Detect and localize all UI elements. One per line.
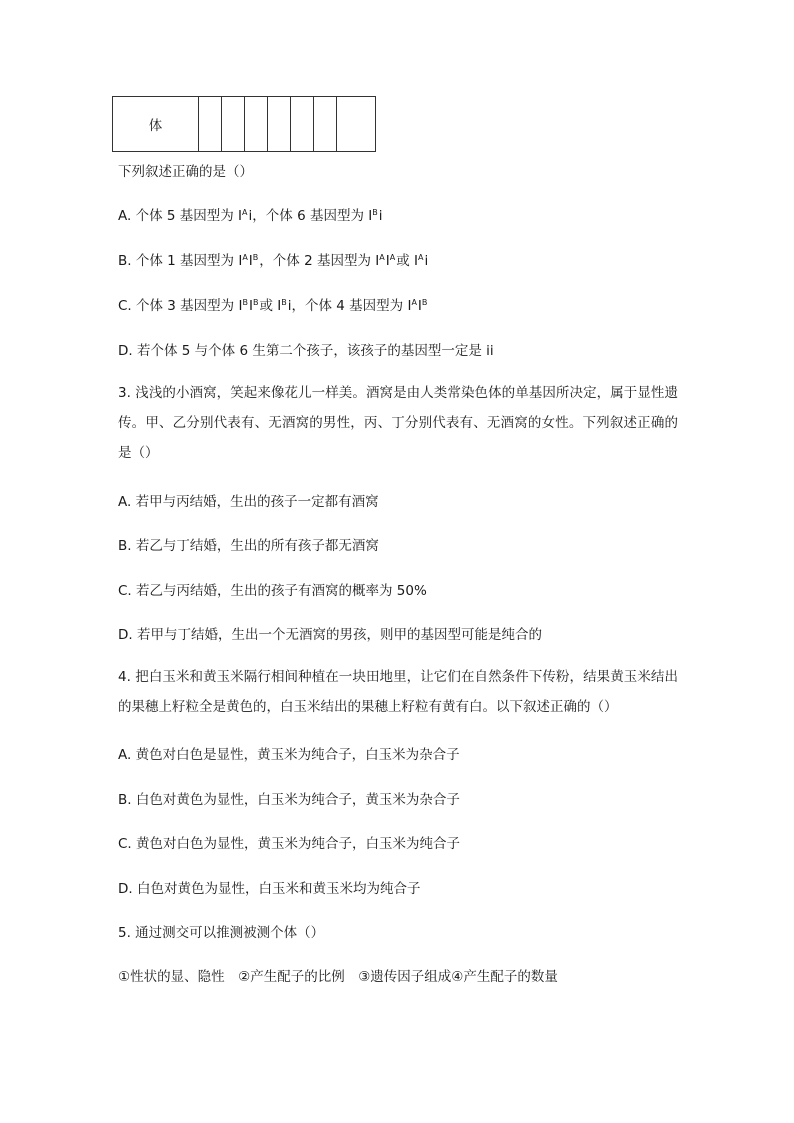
- q4-stem: 4. 把白玉米和黄玉米隔行相间种植在一块田地里，让它们在自然条件下传粉，结果黄玉米结出的果穗上籽粒全是黄色的，白玉米结出的果穗上籽粒有黄有白。以下叙述正确的（）: [118, 669, 678, 715]
- table-cell: [199, 97, 222, 152]
- q4-option-d: D. 白色对黄色为显性，白玉米和黄玉米均为纯合子: [118, 881, 421, 897]
- q4-option-c: C. 黄色对白色为显性，黄玉米为纯合子，白玉米为纯合子: [118, 836, 461, 852]
- table-cell: [291, 97, 314, 152]
- q3-option-c: C. 若乙与丙结婚，生出的孩子有酒窝的概率为 50%: [118, 583, 427, 599]
- q2-option-a: A. 个体 5 基因型为 $I^Ai$，个体 6 基因型为 $I^Bi$: [118, 208, 383, 224]
- q5-items: ①性状的显、隐性 ②产生配子的比例 ③遗传因子组成④产生配子的数量: [118, 969, 558, 985]
- q4-option-a: A. 黄色对白色是显性，黄玉米为纯合子，白玉米为杂合子: [118, 747, 460, 763]
- table-cell: [314, 97, 337, 152]
- q5-stem: 5. 通过测交可以推测被测个体（）: [118, 925, 325, 941]
- table-header-cell: 体: [113, 97, 199, 152]
- data-table: [112, 96, 376, 152]
- q3-option-d: D. 若甲与丁结婚，生出一个无酒窝的男孩，则甲的基因型可能是纯合的: [118, 627, 542, 643]
- q3-option-a: A. 若甲与丙结婚，生出的孩子一定都有酒窝: [118, 494, 379, 510]
- q2-stem: 下列叙述正确的是（）: [118, 164, 253, 180]
- table-cell: [337, 97, 376, 152]
- table-cell: [245, 97, 268, 152]
- q2-option-b: B. 个体 1 基因型为 $I^AI^B$，个体 2 基因型为 $I^AI^A$或 $I^Ai$: [118, 253, 429, 269]
- q2-option-c: C. 个体 3 基因型为 $I^BI^B$或 $I^Bi$，个体 4 基因型为 $I^AI^B$: [118, 298, 429, 314]
- q4-option-b: B. 白色对黄色为显性，白玉米为纯合子，黄玉米为杂合子: [118, 792, 460, 808]
- q2-option-d: D. 若个体 5 与个体 6 生第二个孩子，该孩子的基因型一定是 ii: [118, 343, 494, 359]
- q3-stem: 3. 浅浅的小酒窝，笑起来像花儿一样美。酒窝是由人类常染色体的单基因所决定，属于显性遗传。甲、乙分别代表有、无酒窝的男性，丙、丁分别代表有、无酒窝的女性。下列叙述正确的是（）: [118, 385, 678, 461]
- table-cell: [222, 97, 245, 152]
- q3-option-b: B. 若乙与丁结婚，生出的所有孩子都无酒窝: [118, 538, 379, 554]
- table-cell: [268, 97, 291, 152]
